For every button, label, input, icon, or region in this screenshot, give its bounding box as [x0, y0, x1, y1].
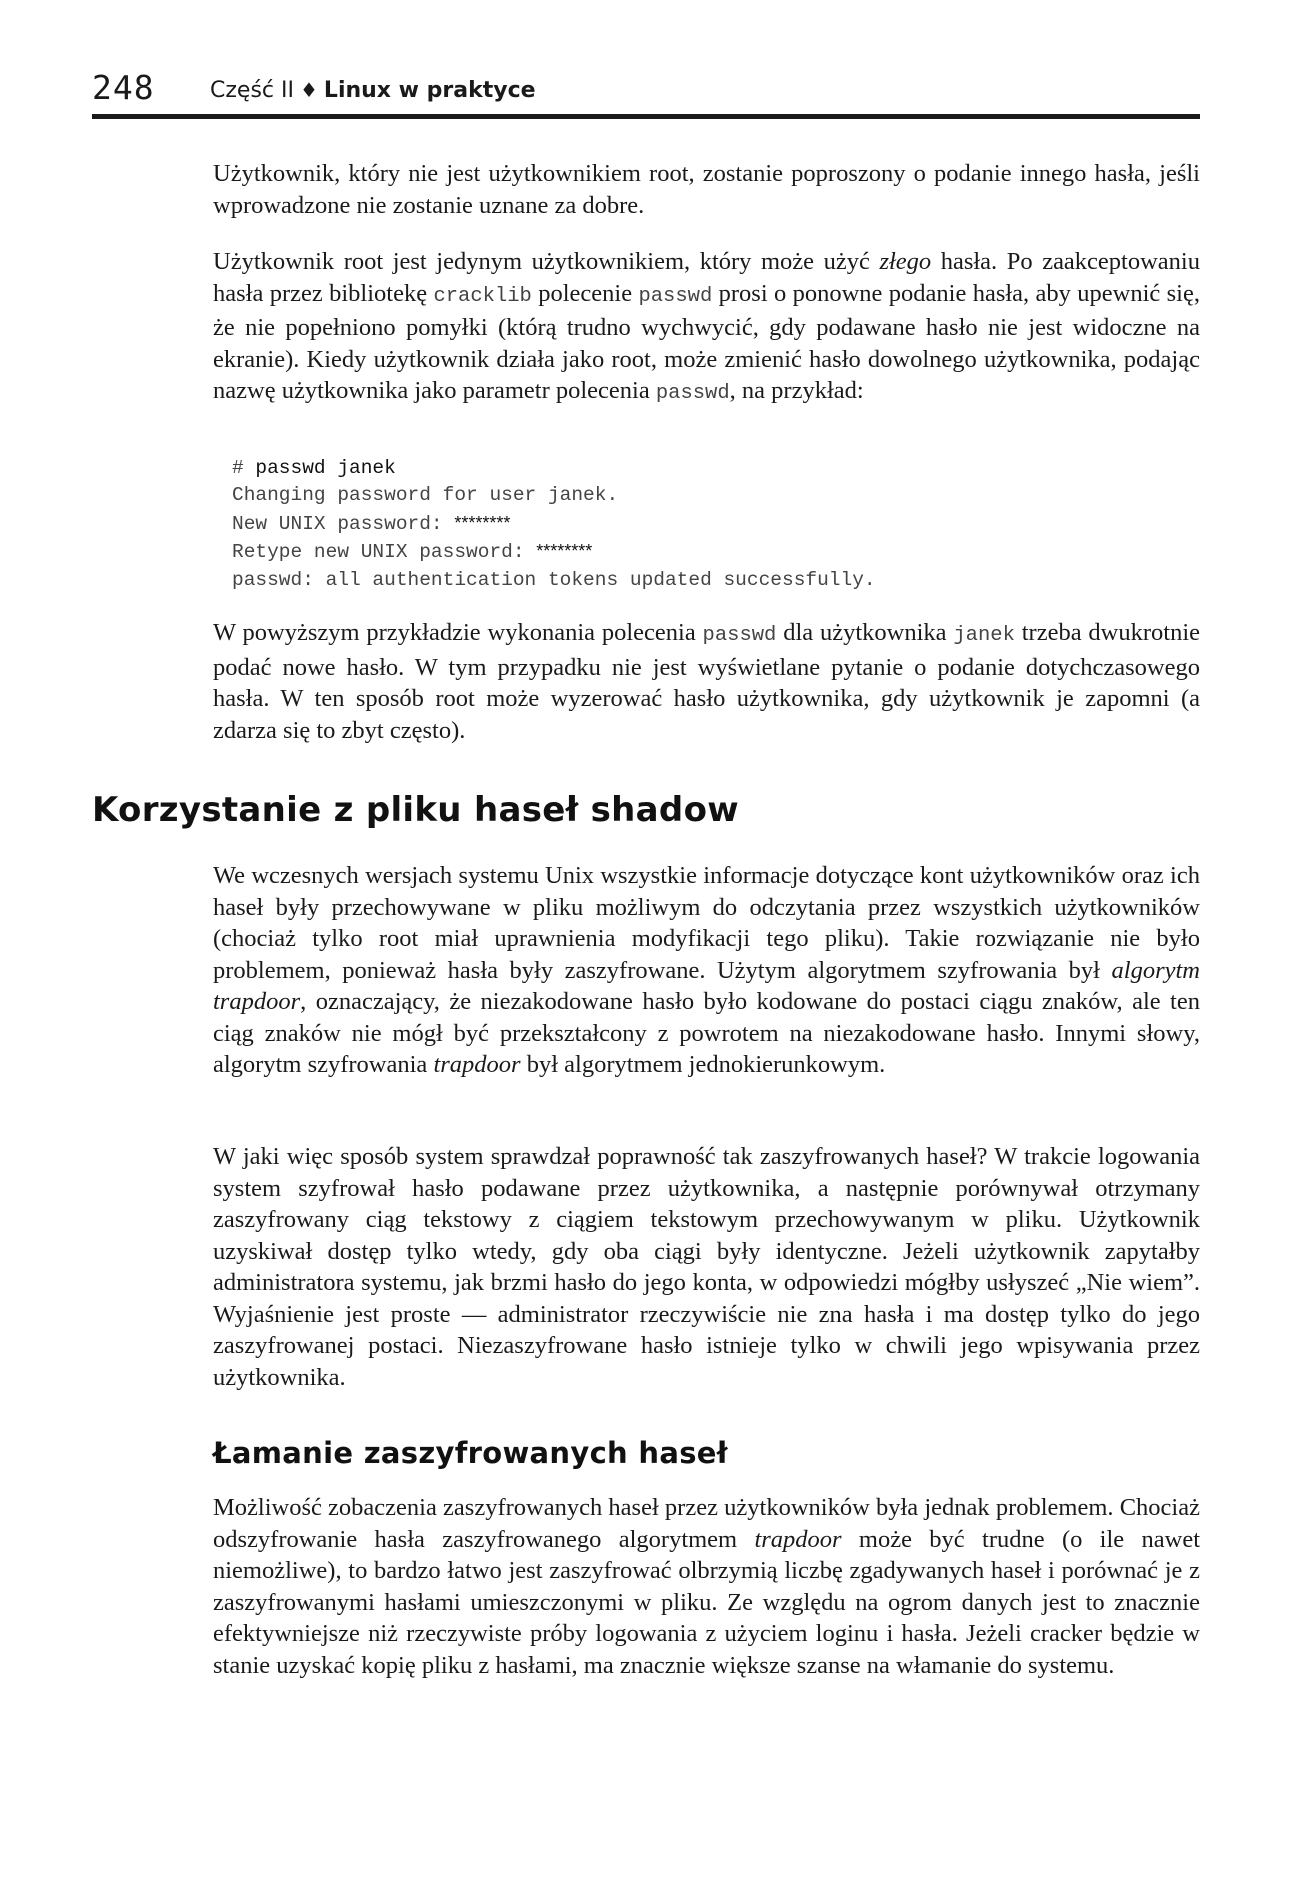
paragraph-6: Możliwość zobaczenia zaszyfrowanych haseł przez użytkowników była jednak problemem. Chociaż odszyfrowanie hasła zaszyfrowanego algorytmem trapdoor może być trudne (o ile nawet niemożliwe), to bardzo łatwo jest zaszyfrować olbrzymią liczbę zgadywanych haseł i porównać je z zaszyfrowanymi hasłami umieszczonymi w pliku. Ze względu na ogrom danych jest to znacznie efektywniejsze niż rzeczywiste próby logowania z użyciem loginu i hasła. Jeżeli cracker będzie w stanie uzyskać kopię pliku z hasłami, ma znacznie większe szanse na włamanie do systemu. — [213, 1494, 1200, 1679]
code-line: Changing password for user janek. — [232, 484, 619, 507]
paragraph-4: We wczesnych wersjach systemu Unix wszystkie informacje dotyczące kont użytkowników oraz ich haseł były przechowywane w pliku możliwym do odczytania przez wszystkich użytkowników (chociaż tylko root miał uprawnienia modyfikacji tego pliku). Takie rozwiązanie nie było problemem, ponieważ hasła były zaszyfrowane. Użytym algorytmem szyfrowania był algorytm trapdoor, oznaczający, że niezakodowane hasło było kodowane do postaci ciągu znaków, ale ten ciąg znaków nie mógł być przekształcony z powrotem na niezakodowane hasło. Innymi słowy, algorytm szyfrowania trapdoor był algorytmem jednokierunkowym. — [213, 862, 1200, 1078]
page-number: 248 — [92, 68, 155, 107]
chapter-title: Linux w praktyce — [323, 78, 536, 103]
inline-code: cracklib — [433, 284, 532, 308]
emphasis: algorytm trapdoor — [213, 956, 1200, 1015]
code-example — [232, 455, 876, 594]
diamond-separator-icon: ♦ — [299, 78, 318, 102]
part-title — [210, 78, 536, 103]
section-heading: Korzystanie z pliku haseł shadow — [92, 790, 739, 830]
masked-input: ******** — [536, 541, 593, 562]
paragraph-5: W jaki więc sposób system sprawdzał poprawność tak zaszyfrowanych haseł? W trakcie logowania system szyfrował hasło podawane przez użytkownika, a następnie porównywał otrzymany zaszyfrowany ciąg tekstowy z ciągiem tekstowym przechowywanym w pliku. Użytkownik uzyskiwał dostęp tylko wtedy, gdy oba ciągi były identyczne. Jeżeli użytkownik zapytałby administratora systemu, jak brzmi hasło do jego konta, w odpowiedzi mógłby usłyszeć „Nie wiem”. Wyjaśnienie jest proste — administrator rzeczywiście nie zna hasła i ma dostęp tylko do jego zaszyfrowanej postaci. Niezaszyfrowane hasło istnieje tylko w chwili jego wpisywania przez użytkownika. — [213, 1143, 1200, 1391]
code-line: Retype new UNIX password: ******** — [232, 541, 593, 564]
paragraph-1: Użytkownik, który nie jest użytkownikiem root, zostanie poproszony o podanie innego hasła, jeśli wprowadzone nie zostanie uznane za dobre. — [213, 160, 1200, 219]
running-header — [92, 66, 1200, 119]
paragraph-2: Użytkownik root jest jedynym użytkownikiem, który może użyć złego hasła. Po zaakceptowaniu hasła przez bibliotekę cracklib polecenie passwd prosi o ponowne podanie hasła, aby upewnić się, że nie popełniono pomyłki (którą trudno wychwycić, gdy podawane hasło nie jest widoczne na ekranie). Kiedy użytkownik działa jako root, może zmienić hasło dowolnego użytkownika, podając nazwę użytkownika jako parametr polecenia passwd, na przykład: — [213, 248, 1200, 405]
emphasis: złego — [879, 248, 932, 275]
shell-command: passwd janek — [255, 457, 396, 479]
paragraph-3: W powyższym przykładzie wykonania polecenia passwd dla użytkownika janek trzeba dwukrotnie podać nowe hasło. W tym przypadku nie jest wyświetlane pytanie o podanie dotychczasowego hasła. W ten sposób root może wyzerować hasło użytkownika, gdy użytkownik je zapomni (a zdarza się to zbyt często). — [213, 619, 1200, 744]
inline-code: passwd — [638, 284, 713, 308]
subsection-heading: Łamanie zaszyfrowanych haseł — [213, 1436, 728, 1470]
emphasis: trapdoor — [754, 1525, 842, 1553]
inline-code: passwd — [655, 382, 730, 405]
part-label: Część II — [210, 78, 294, 103]
code-line: New UNIX password: ******** — [232, 512, 511, 535]
code-line: # passwd janek — [232, 457, 396, 479]
inline-code: janek — [953, 624, 1015, 647]
emphasis: trapdoor — [433, 1051, 521, 1078]
masked-input: ******** — [454, 512, 511, 533]
code-line: passwd: all authentication tokens updated successfully. — [232, 568, 876, 591]
inline-code: passwd — [702, 624, 777, 647]
